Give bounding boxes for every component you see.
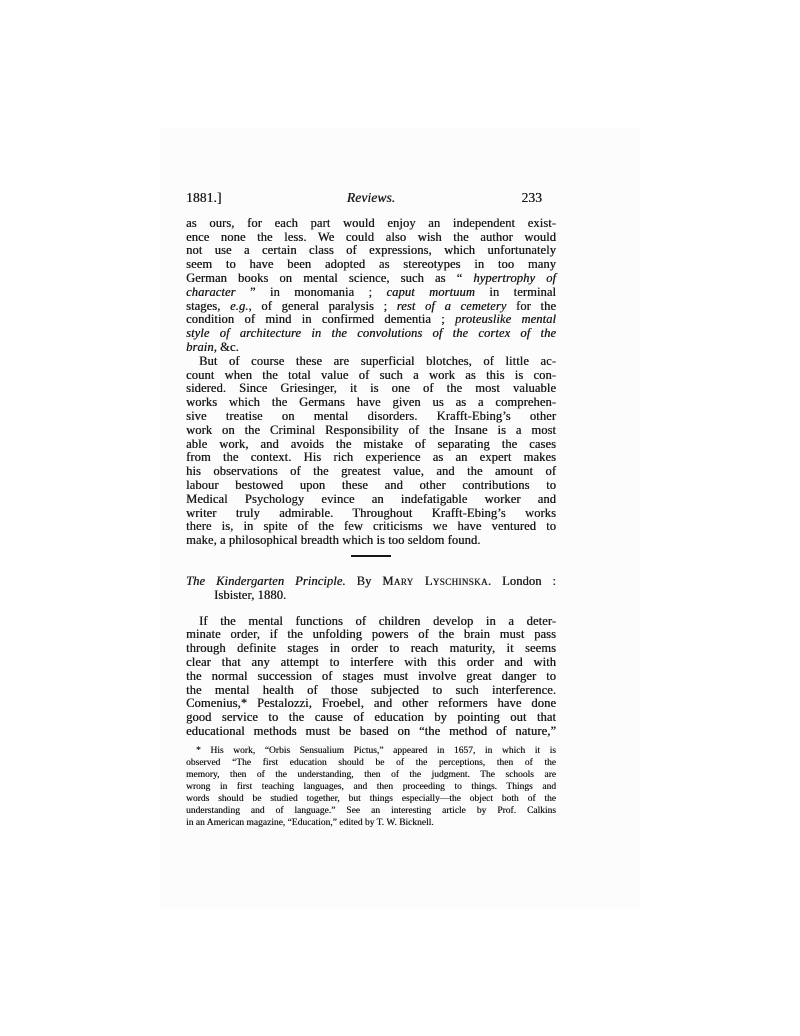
text-line: The Kindergarten Principle. By Mary Lyschinska. London : [186,573,557,588]
text-line: understanding and of language.” See an interesting article by Prof. Calkins [186,806,556,817]
page-content [186,191,556,829]
running-title: Reviews. [346,190,396,205]
text-line: Comenius,* Pestalozzi, Froebel, and other reformers have done [186,696,556,711]
text-line: seem to have been adopted as stereotypes in too many [186,257,556,272]
text-line: works which the Germans have given us as a comprehen- [186,395,556,410]
text-line: not use a certain class of expressions, which unfortunately [186,243,556,258]
text-line: educational methods must be based on “the method of nature,” [186,723,556,738]
text-line: wrong in first teaching languages, and then proceeding to things. Things and [186,781,556,792]
text-line: from the context. His rich experience as an expert makes [186,450,556,465]
page-number: 233 [521,190,542,205]
text-line: Medical Psychology evince an indefatigable worker and [186,491,556,506]
text-line: observed “The first education should be of the perceptions, then of the [186,757,556,768]
text-line: his observations of the greatest value, and the amount of [186,464,556,479]
text-line: condition of mind in confirmed dementia ; proteuslike mental [186,312,557,327]
paragraph-kindergarten-review-1 [186,615,556,739]
paragraph-krafft-ebing-review-1 [186,217,556,355]
review-heading-kindergarten [186,575,556,603]
text-line: memory, then of the understanding, then of the judgment. The schools are [186,769,556,780]
section-divider [351,555,391,557]
text-line: writer truly admirable. Throughout Krafft-Ebing’s works [186,505,556,520]
text-line: If the mental functions of children develop in a deter- [199,613,556,628]
footnote [186,745,556,830]
text-line: the mental health of those subjected to such interference. [186,682,556,697]
text-line: in an American magazine, “Education,” edited by T. W. Bicknell. [186,818,434,829]
text-line: minate order, if the unfolding powers of the brain must pass [186,627,556,642]
text-line: there is, in spite of the few criticisms we have ventured to [186,519,556,534]
text-line: words should be studied together, but things especially—the object both of the [186,794,556,805]
text-line: style of architecture in the convolutions of the cortex of the [186,326,556,341]
text-line: stages, e.g., of general paralysis ; rest of a cemetery for the [186,298,556,313]
text-line: work on the Criminal Responsibility of the Insane is a most [186,422,556,437]
text-line: as ours, for each part would enjoy an independent exist- [186,215,556,230]
text-line: clear that any attempt to interfere with this order and with [186,654,556,669]
text-line: sive treatise on mental disorders. Krafft-Ebing’s other [186,408,556,423]
text-line: character ” in monomania ; caput mortuum in terminal [186,284,556,299]
paragraph-krafft-ebing-review-2 [186,355,556,548]
text-line: labour bestowed upon these and other contributions to [186,477,556,492]
text-line: Isbister, 1880. [214,587,287,602]
page-header [186,191,556,205]
text-line: the normal succession of stages must involve great danger to [186,668,556,683]
text-line: German books on mental science, such as “ hypertrophy of [186,270,556,285]
header-year: 1881.] [186,190,222,205]
text-line: good service to the cause of education by pointing out that [186,710,556,725]
text-line: brain, &c. [186,339,239,354]
text-line: able work, and avoids the mistake of separating the cases [186,436,556,451]
text-line: make, a philosophical breadth which is too seldom found. [186,533,481,548]
text-line: But of course these are superficial blotches, of little ac- [199,353,556,368]
text-line: * His work, “Orbis Sensualium Pictus,” appeared in 1657, in which it is [196,745,556,756]
text-line: count when the total value of such a work as this is con- [186,367,556,382]
text-line: through definite stages in order to reach maturity, it seems [186,641,556,656]
text-line: sidered. Since Griesinger, it is one of the most valuable [186,381,556,396]
text-line: ence none the less. We could also wish the author would [186,229,556,244]
